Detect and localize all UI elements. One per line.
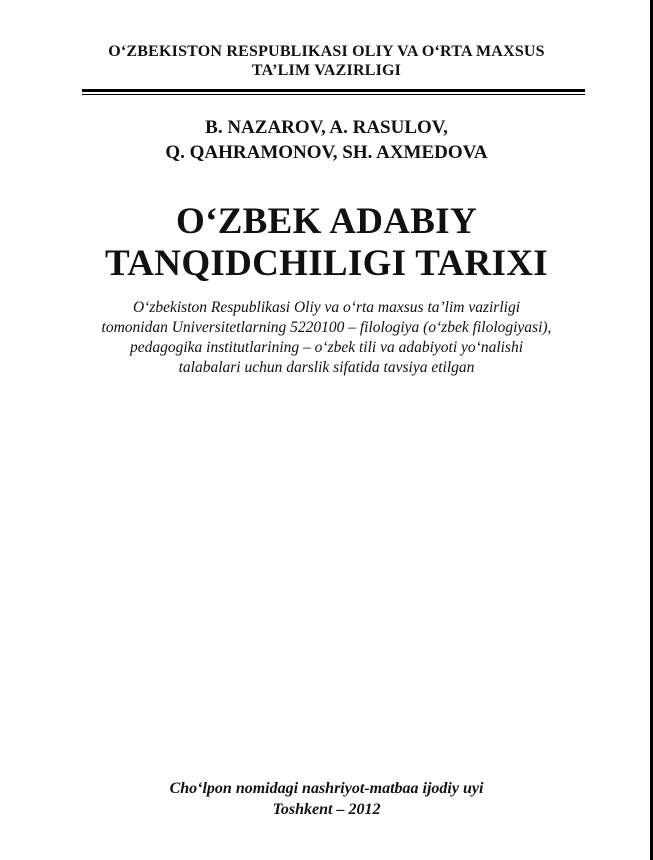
approval-line-4: talabalari uchun darslik sifatida tavsiya etilgan bbox=[178, 359, 475, 376]
approval-line-2: tomonidan Universitetlarning 5220100 – filologiya (o‘zbek filologiyasi), bbox=[101, 319, 552, 336]
ministry-line-1: O‘ZBEKISTON RESPUBLIKASI OLIY VA O‘RTA MAXSUS bbox=[108, 43, 545, 60]
authors bbox=[0, 115, 653, 165]
publisher-place-year: Toshkent – 2012 bbox=[272, 801, 381, 818]
book-title-line-2: TANQIDCHILIGI TARIXI bbox=[105, 243, 548, 284]
book-title bbox=[0, 201, 653, 285]
authors-line-2: Q. QAHRAMONOV, SH. AXMEDOVA bbox=[165, 142, 488, 163]
header-rule-thick bbox=[82, 89, 585, 92]
authors-line-1: B. NAZAROV, A. RASULOV, bbox=[205, 117, 448, 138]
approval-line-1: O‘zbekiston Respublikasi Oliy va o‘rta maxsus ta’lim vazirligi bbox=[132, 299, 521, 316]
ministry-line-2: TA’LIM VAZIRLIGI bbox=[251, 62, 402, 79]
publisher-imprint bbox=[0, 778, 653, 820]
approval-note bbox=[0, 298, 653, 378]
ministry-header bbox=[0, 42, 653, 80]
publisher-name: Cho‘lpon nomidagi nashriyot-matbaa ijodiy uyi bbox=[169, 780, 484, 797]
book-title-line-1: O‘ZBEK ADABIY bbox=[176, 201, 477, 242]
approval-line-3: pedagogika institutlarining – o‘zbek tili va adabiyoti yo‘nalishi bbox=[129, 339, 524, 356]
header-rule-thin bbox=[82, 94, 585, 95]
